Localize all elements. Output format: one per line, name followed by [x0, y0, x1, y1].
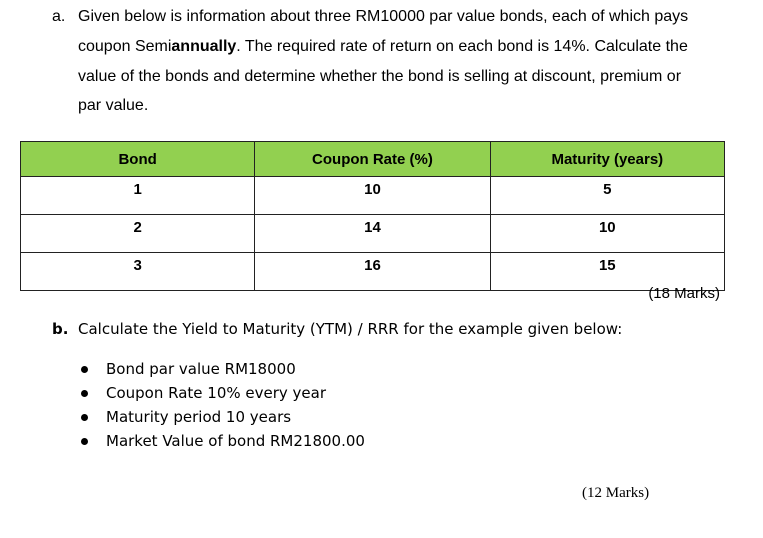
question-a-line-2-start: coupon Semi — [78, 38, 172, 55]
list-item — [78, 431, 365, 455]
table-cell: 1 — [21, 177, 255, 215]
question-a-line-2-end: . The required rate of return on each bond is 14%. Calculate the — [236, 38, 688, 55]
list-item — [78, 383, 365, 407]
list-item-text: Market Value of bond RM21800.00 — [106, 432, 365, 450]
question-a-line-3: value of the bonds and determine whether the bond is selling at discount, premium or — [78, 68, 682, 85]
table-cell: 16 — [255, 253, 490, 291]
bullet-icon — [81, 438, 88, 445]
table-row — [21, 177, 725, 215]
bullet-icon — [81, 390, 88, 397]
question-a-marks: (18 Marks) — [648, 285, 720, 302]
question-a-line-1: Given below is information about three RM10000 par value bonds, each of which pays — [78, 8, 689, 25]
question-b-marks: (12 Marks) — [582, 485, 650, 501]
table-cell: 10 — [255, 177, 490, 215]
question-a-line-2 — [78, 38, 688, 56]
bonds-table — [20, 141, 725, 291]
table-cell: 3 — [21, 253, 255, 291]
list-item — [78, 407, 365, 431]
table-cell: 10 — [490, 215, 724, 253]
bullet-list — [78, 359, 365, 455]
question-a-line-4: par value. — [78, 97, 149, 114]
table-cell: 15 — [490, 253, 724, 291]
header-bond: Bond — [21, 142, 255, 177]
table-cell: 5 — [490, 177, 724, 215]
header-coupon-rate: Coupon Rate (%) — [255, 142, 490, 177]
table-row — [21, 253, 725, 291]
question-a-line-2-bold: annually — [171, 38, 237, 55]
table-cell: 14 — [255, 215, 490, 253]
header-maturity: Maturity (years) — [490, 142, 724, 177]
table-header-row — [21, 142, 725, 177]
list-item — [78, 359, 365, 383]
list-item-text: Bond par value RM18000 — [106, 360, 296, 378]
table-row — [21, 215, 725, 253]
bullet-icon — [81, 366, 88, 373]
bullet-icon — [81, 414, 88, 421]
question-b-text: Calculate the Yield to Maturity (YTM) / RRR for the example given below: — [78, 320, 623, 338]
question-a-label: a. — [52, 8, 66, 25]
question-b-label: b. — [52, 320, 69, 338]
list-item-text: Maturity period 10 years — [106, 408, 292, 426]
list-item-text: Coupon Rate 10% every year — [106, 384, 327, 402]
table-cell: 2 — [21, 215, 255, 253]
